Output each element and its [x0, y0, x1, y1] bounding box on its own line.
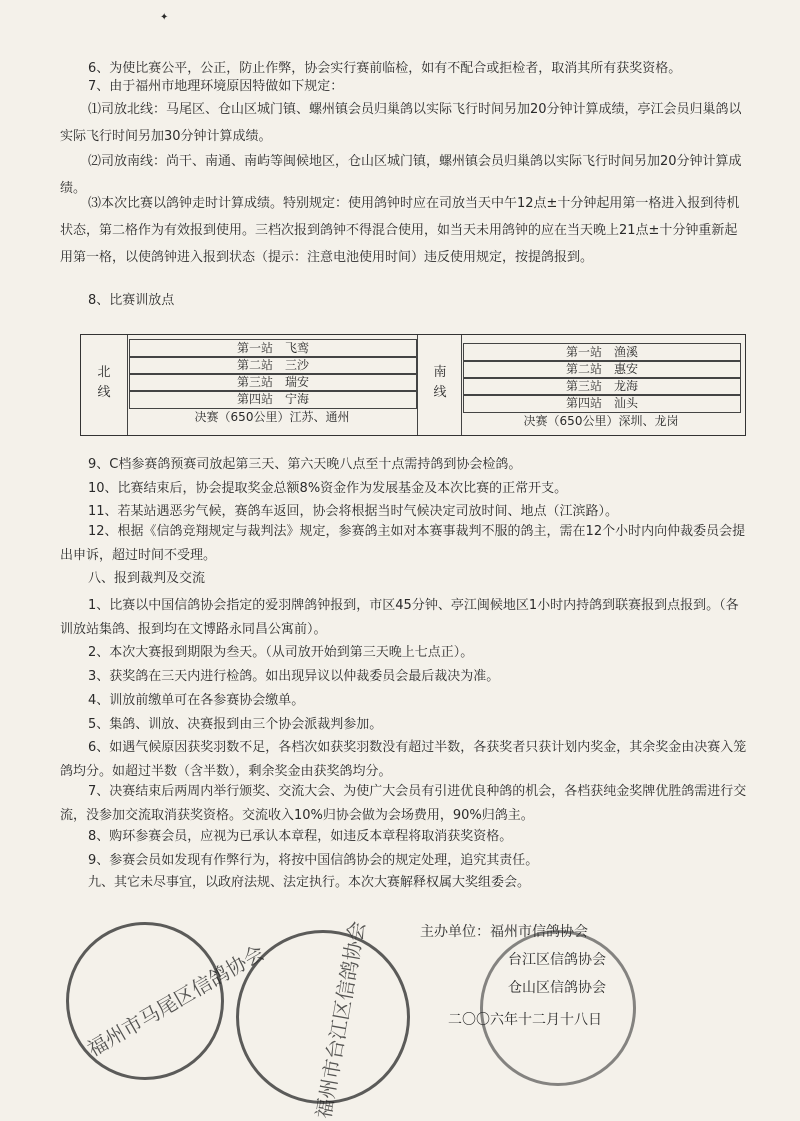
section-8-item-4: 4、训放前缴单可在各参赛协会缴单。	[88, 693, 305, 708]
rule-9: 9、C档参赛鸽预赛司放起第三天、第六天晚八点至十点需持鸽到协会检鸽。	[88, 457, 522, 472]
rule-10: 10、比赛结束后，协会提取奖金总额8%资金作为发展基金及本次比赛的正常开支。	[88, 481, 568, 496]
organizer-3: 仓山区信鸽协会	[508, 980, 606, 996]
section-8-item-9: 9、参赛会员如发现有作弊行为，将按中国信鸽协会的规定处理，追究其责任。	[88, 853, 539, 868]
section-8-item-7: 7、决赛结束后两周内举行颁奖、交流大会、为使广大会员有引进优良种鸽的机会，各档获纯金奖牌优胜鸽需进行交流，没参加交流取消获奖资格。交流收入10%归协会做为会场费用，90%归鸽主。	[60, 784, 747, 823]
section-8-item-6: 6、如遇气候原因获奖羽数不足，各档次如获奖羽数没有超过半数，各获奖者只获计划内奖金，其余奖金由决赛入笼鸽均分。如超过半数（含半数），剩余奖金由获奖鸽均分。	[60, 740, 747, 779]
section-9-other: 九、其它未尽事宜，以政府法规、法定执行。本次大赛解释权属大奖组委会。	[88, 875, 531, 890]
rule-6: 6、为使比赛公平，公正，防止作弊，协会实行赛前临检，如有不配合或拒检者，取消其所有获奖资格。	[88, 61, 682, 76]
table-divider	[417, 335, 418, 435]
issue-date: 二〇〇六年十二月十八日	[448, 1012, 602, 1028]
south-final: 决赛（650公里）深圳、龙岗	[523, 414, 679, 428]
association-seal-middle	[236, 919, 410, 1121]
rule-12: 12、根据《信鸽竞翔规定与裁判法》规定，参赛鸽主如对本赛事裁判不服的鸽主，需在12个小时内向仲裁委员会提出申诉，超过时间不受理。	[60, 524, 746, 563]
south-station-1: 第一站 渔溪	[463, 343, 741, 362]
section-8-item-3: 3、获奖鸽在三天内进行检鸽。如出现异议以仲裁委员会最后裁决为准。	[88, 669, 500, 684]
table-divider	[127, 335, 128, 435]
seal-text-left: 福州市马尾区信鸽协会	[83, 940, 269, 1062]
north-station-3: 第三站 瑞安	[129, 373, 417, 392]
south-line-label: 南线	[433, 365, 447, 400]
table-divider	[461, 335, 462, 435]
organizer-2: 台江区信鸽协会	[508, 952, 606, 968]
section-8-item-5: 5、集鸽、训放、决赛报到由三个协会派裁判参加。	[88, 717, 383, 732]
rule-7-3: ⑶本次比赛以鸽钟走时计算成绩。特别规定：使用鸽钟时应在司放当天中午12点±十分钟起用第一格进入报到待机状态，第二格作为有效报到使用。三档次报到鸽钟不得混合使用，如当天未用鸽钟的应在当天晚上21点±十分钟重新起用第一格，以使鸽钟进入报到状态（提示：注意电池使用时间）违反使用规定，按提鸽报到。	[60, 196, 740, 265]
south-station-3: 第三站 龙海	[463, 377, 741, 396]
rule-7-1: ⑴司放北线：马尾区、仓山区城门镇、螺州镇会员归巢鸽以实际飞行时间另加20分钟计算成绩，亭江会员归巢鸽以实际飞行时间另加30分钟计算成绩。	[60, 102, 742, 144]
print-speck: ✦	[160, 12, 169, 23]
section-8-item-1: 1、比赛以中国信鸽协会指定的爱羽牌鸽钟报到，市区45分钟、亭江闽候地区1小时内持鸽到联赛报到点报到。（各训放站集鸽、报到均在文博路永同昌公寓前）。	[60, 598, 739, 637]
rule-7: 7、由于福州市地理环境原因特做如下规定：	[88, 79, 344, 94]
training-routes-table	[80, 334, 746, 436]
rule-11: 11、若某站遇恶劣气候，赛鸽车返回，协会将根据当时气候决定司放时间、地点（江滨路）。	[88, 504, 619, 519]
rule-8: 8、比赛训放点	[88, 293, 175, 308]
north-station-2: 第二站 三沙	[129, 356, 417, 375]
south-station-2: 第二站 惠安	[463, 360, 741, 379]
south-station-4: 第四站 汕头	[463, 394, 741, 413]
north-line-label: 北线	[97, 365, 111, 400]
section-8-item-8: 8、购环参赛会员，应视为已承认本章程，如违反本章程将取消获奖资格。	[88, 829, 513, 844]
north-station-1: 第一站 飞鸾	[129, 339, 417, 358]
seal-text-middle: 福州市台江区信鸽协会	[311, 919, 370, 1121]
north-final: 决赛（650公里）江苏、通州	[194, 410, 350, 424]
organizer-line: 主办单位：福州市信鸽协会	[420, 924, 588, 940]
section-8-heading: 八、报到裁判及交流	[88, 571, 206, 586]
north-station-4: 第四站 宁海	[129, 390, 417, 409]
rule-7-2: ⑵司放南线：尚干、南通、南屿等闽候地区，仓山区城门镇，螺州镇会员归巢鸽以实际飞行时间另加20分钟计算成绩。	[60, 154, 742, 196]
section-8-item-2: 2、本次大赛报到期限为叁天。（从司放开始到第三天晚上七点正）。	[88, 645, 474, 660]
association-seal-left	[66, 922, 269, 1080]
